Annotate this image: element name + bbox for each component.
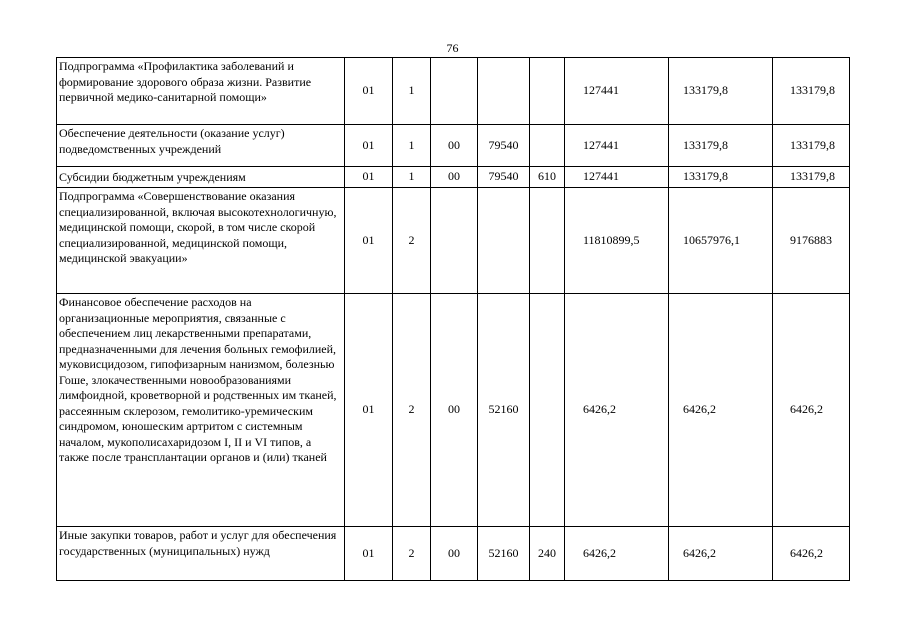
row-year2: 133179,8 [669,125,773,167]
row-year2: 133179,8 [669,58,773,125]
row-pr: 2 [393,527,431,581]
row-rz: 01 [345,125,393,167]
row-pr: 1 [393,58,431,125]
row-type [530,294,565,527]
row-year3: 133179,8 [773,167,850,188]
row-name: Иные закупки товаров, работ и услуг для обеспечения государственных (муниципальных) нужд [57,527,345,581]
row-year3: 6426,2 [773,527,850,581]
row-year1: 6426,2 [565,527,669,581]
row-pr: 2 [393,294,431,527]
row-year1: 6426,2 [565,294,669,527]
table-row [57,294,850,527]
page-number: 76 [446,41,459,55]
table-row [57,167,850,188]
row-vr [431,58,478,125]
row-name: Обеспечение деятельности (оказание услуг) подведомственных учреждений [57,125,345,167]
row-rz: 01 [345,527,393,581]
row-year1: 127441 [565,125,669,167]
row-rz: 01 [345,167,393,188]
row-vr: 00 [431,527,478,581]
budget-table [56,57,850,581]
row-pr: 1 [393,125,431,167]
row-code [478,58,530,125]
row-vr: 00 [431,294,478,527]
row-year2: 6426,2 [669,294,773,527]
row-code [478,188,530,294]
row-type [530,58,565,125]
row-rz: 01 [345,58,393,125]
row-rz: 01 [345,294,393,527]
row-rz: 01 [345,188,393,294]
row-year3: 133179,8 [773,58,850,125]
row-type [530,188,565,294]
row-code: 79540 [478,125,530,167]
row-type: 610 [530,167,565,188]
row-year2: 10657976,1 [669,188,773,294]
row-type [530,125,565,167]
row-name: Подпрограмма «Совершенствование оказания специализированной, включая высокотехнологичную, медицинской помощи, скорой, в том числе скорой специализированной, медицинской помощи, медицинской эвакуации» [57,188,345,294]
row-year3: 9176883 [773,188,850,294]
row-year2: 133179,8 [669,167,773,188]
row-year3: 133179,8 [773,125,850,167]
row-year1: 127441 [565,58,669,125]
row-type: 240 [530,527,565,581]
row-code: 52160 [478,294,530,527]
row-code: 52160 [478,527,530,581]
table-row [57,58,850,125]
table-row [57,527,850,581]
row-year1: 11810899,5 [565,188,669,294]
row-year2: 6426,2 [669,527,773,581]
row-vr [431,188,478,294]
row-name: Финансовое обеспечение расходов на организационные мероприятия, связанные с обеспечением лиц лекарственными препаратами, предназначенными для лечения больных гемофилией, муковисцидозом, гипофизарным нанизмом, болезнью Гоше, злокачественными новообразованиями лимфоидной, кроветворной и родственных им тканей, рассеянным склерозом, гемолитико-уремическим синдромом, юношеским артритом с системным началом, мукополисахаридозом I, II и VI типов, а также после трансплантации органов и (или) тканей [57,294,345,527]
table-row [57,188,850,294]
row-pr: 2 [393,188,431,294]
table-row [57,125,850,167]
row-name: Субсидии бюджетным учреждениям [57,167,345,188]
row-pr: 1 [393,167,431,188]
row-year3: 6426,2 [773,294,850,527]
row-code: 79540 [478,167,530,188]
row-year1: 127441 [565,167,669,188]
row-name: Подпрограмма «Профилактика заболеваний и формирование здорового образа жизни. Развитие первичной медико-санитарной помощи» [57,58,345,125]
row-vr: 00 [431,167,478,188]
row-vr: 00 [431,125,478,167]
